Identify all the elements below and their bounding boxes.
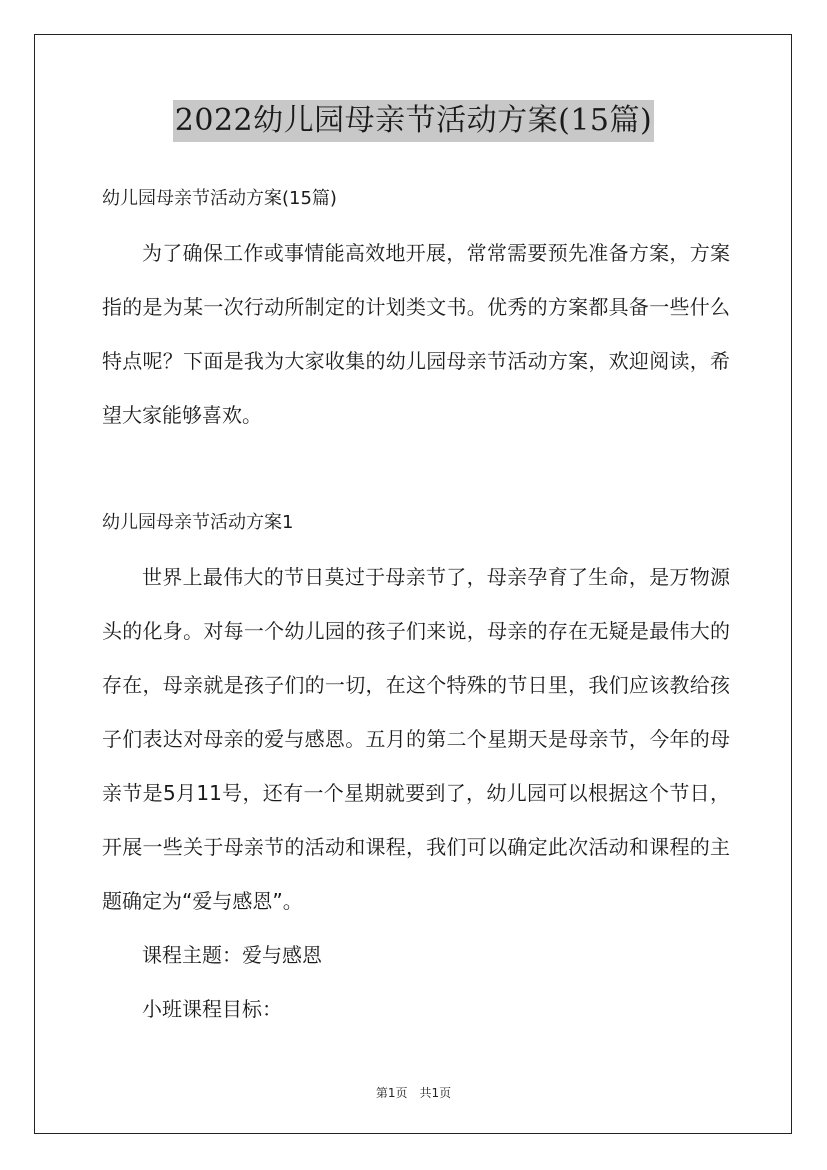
paragraph-spacer [102,442,730,496]
document-subtitle: 幼儿园母亲节活动方案(15篇) [102,188,337,209]
page-footer: 第1页 共1页 [375,1086,452,1100]
course-theme-line: 课程主题：爱与感恩 [142,943,322,967]
section-heading: 幼儿园母亲节活动方案1 [102,512,294,533]
section-paragraph: 世界上最伟大的节日莫过于母亲节了，母亲孕育了生命，是万物源头的化身。对每一个幼儿园的孩子们来说，母亲的存在无疑是最伟大的存在，母亲就是孩子们的一切，在这个特殊的节日里，我们应该教给孩子们表达对母亲的爱与感恩。五月的第二个星期天是母亲节，今年的母亲节是5月11号，还有一个星期就要到了，幼儿园可以根据这个节日，开展一些关于母亲节的活动和课程，我们可以确定此次活动和课程的主题确定为“爱与感恩”。 [102,565,730,913]
intro-paragraph: 为了确保工作或事情能高效地开展，常常需要预先准备方案，方案指的是为某一次行动所制定的计划类文书。优秀的方案都具备一些什么特点呢？下面是我为大家收集的幼儿园母亲节活动方案，欢迎阅读，希望大家能够喜欢。 [102,241,730,427]
small-class-goal-line: 小班课程目标： [142,997,282,1021]
title-container [0,100,827,142]
document-title: 2022幼儿园母亲节活动方案(15篇) [173,100,654,142]
document-body [102,172,730,1036]
